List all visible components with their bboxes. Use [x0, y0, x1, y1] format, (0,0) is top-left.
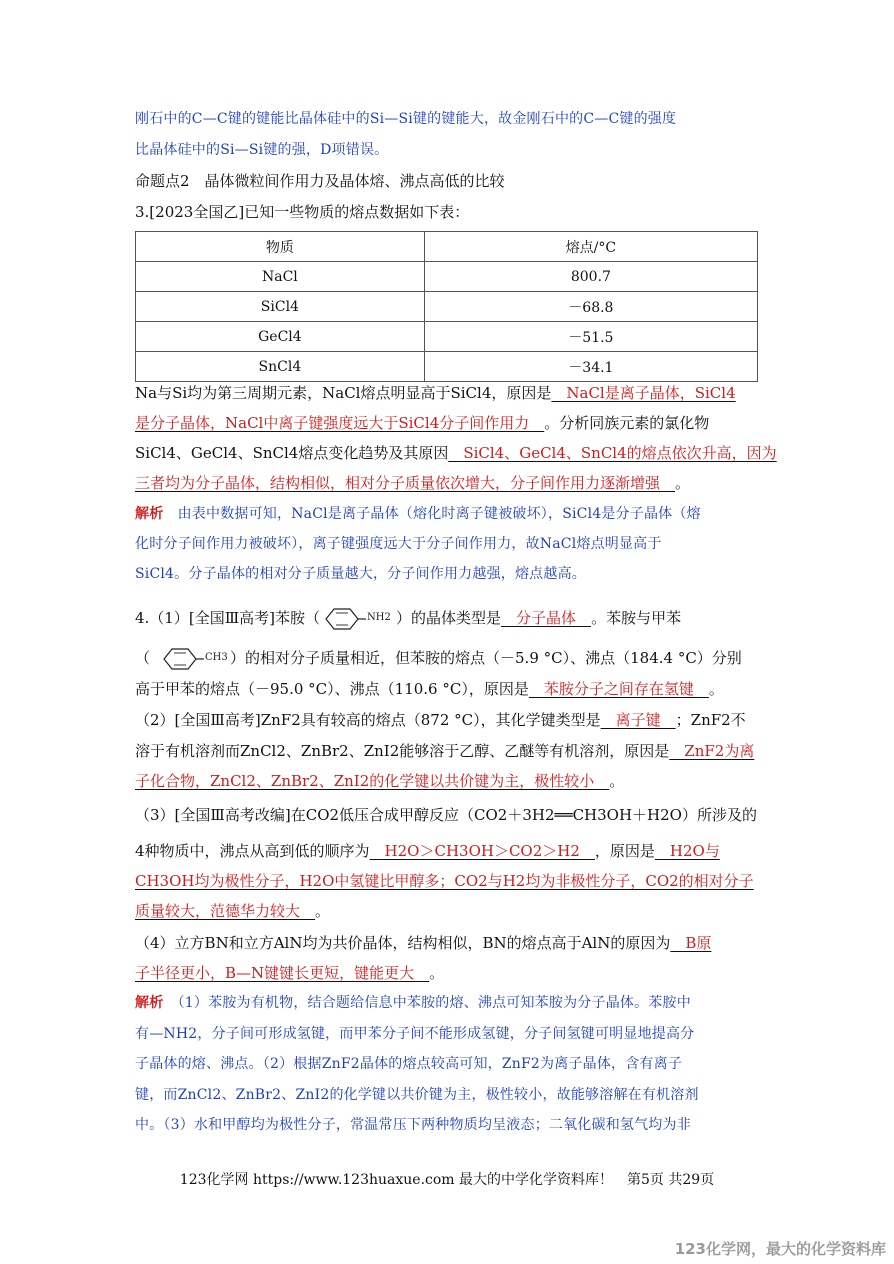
- q3-explanation-line-3: SiCl4。分子晶体的相对分子质量越大，分子间作用力越强，熔点越高。: [135, 566, 586, 582]
- site-watermark: 123化学网，最大的化学资料库: [674, 1240, 886, 1258]
- q4-text: 。: [609, 772, 625, 790]
- q4-text: ）的晶体类型是: [396, 609, 502, 627]
- q4-explanation-line-3: 子晶体的熔、沸点。（2）根据ZnF2晶体的熔点较高可知，ZnF2为离子晶体，含有离子: [135, 1056, 683, 1072]
- q4-text: ，原因是: [594, 842, 655, 860]
- table-header-cell: 熔点/°C: [424, 232, 757, 262]
- q4-text: 。: [315, 902, 331, 920]
- page-footer: 123化学网 https://www.123huaxue.com 最大的中学化学资料库！ 第5页 共29页: [179, 1172, 715, 1188]
- q4-answer: ZnF2为离: [669, 742, 755, 760]
- q4-line-4: [135, 710, 746, 730]
- table-cell: SiCl4: [136, 292, 425, 322]
- explanation-label: 解析: [135, 506, 164, 522]
- explanation-label: 解析: [135, 995, 164, 1011]
- q4-answer: H2O与: [654, 842, 720, 860]
- table-row: [136, 262, 758, 292]
- prev-explanation-line-1: 刚石中的C—C键的键能比晶体硅中的Si—Si键的键能大，故金刚石中的C—C键的强度: [135, 111, 677, 127]
- q4-answer: H2O＞CH3OH＞CO2＞H2: [369, 842, 595, 860]
- q3-line-3: [135, 443, 777, 463]
- q4-answer: 质量较大，范德华力较大: [135, 902, 316, 920]
- q4-line-3: [135, 679, 724, 699]
- q3-answer: NaCl是离子晶体，SiCl4: [551, 384, 736, 402]
- q3-explanation-line-1: [135, 504, 701, 524]
- q4-text: 。苯胺与甲苯: [591, 609, 682, 627]
- table-header-row: [136, 232, 758, 262]
- q4-text: 4.（1）[全国Ⅲ高考]苯胺（: [135, 609, 321, 627]
- q4-answer: 子化合物，ZnCl2、ZnBr2、ZnI2的化学键以共价键为主，极性较小: [135, 772, 610, 790]
- q3-explanation-line-2: 化时分子间作用力被破坏），离子键强度远大于分子间作用力，故NaCl熔点明显高于: [135, 536, 662, 552]
- q4-text: ）的相对分子质量相近，但苯胺的熔点（－5.9 °C）、沸点（184.4 °C）分别: [230, 649, 742, 667]
- q4-line-11: [135, 933, 711, 953]
- q4-answer: CH3OH均为极性分子，H2O中氢键比甲醇多；CO2与H2均为非极性分子，CO2的相对分子: [135, 872, 754, 890]
- q4-explanation-line-4: 键，而ZnCl2、ZnBr2、ZnI2的化学键以共价键为主，极性较小，故能够溶解在有机溶剂: [135, 1087, 699, 1103]
- q4-answer: 子半径更小，B—N键键长更短，键能更大: [135, 964, 430, 982]
- q3-answer: 是分子晶体，NaCl中离子键强度远大于SiCl4分子间作用力: [135, 414, 545, 432]
- q4-text: （4）立方BN和立方AlN均为共价晶体，结构相似，BN的熔点高于AlN的原因为: [135, 934, 671, 952]
- q4-answer: 分子晶体: [501, 609, 592, 627]
- table-cell: －34.1: [424, 352, 757, 382]
- nh2-label: NH2: [367, 612, 391, 623]
- q4-line-10: [135, 901, 330, 921]
- q4-text: ；ZnF2不: [675, 711, 746, 729]
- q4-answer: B原: [670, 934, 712, 952]
- q4-line-12: [135, 963, 444, 983]
- q3-line-2: [135, 413, 709, 433]
- q4-text: 高于甲苯的熔点（－95.0 °C）、沸点（110.6 °C），原因是: [135, 680, 529, 698]
- table-cell: －51.5: [424, 322, 757, 352]
- q4-text: 。: [708, 680, 724, 698]
- table-header-cell: 物质: [136, 232, 425, 262]
- q3-line-4: [135, 473, 690, 493]
- q4-text: 。: [429, 964, 445, 982]
- q4-text: 溶于有机溶剂而ZnCl2、ZnBr2、ZnI2能够溶于乙醇、乙醚等有机溶剂，原因是: [135, 742, 670, 760]
- q4-line-8: [135, 841, 720, 861]
- q4-line-2: （ CH3 ）的相对分子质量相近，但苯胺的熔点（－5.9 °C）、沸点（184.4 °C）分别: [135, 646, 742, 672]
- table-cell: －68.8: [424, 292, 757, 322]
- q3-answer: SiCl4、GeCl4、SnCl4的熔点依次升高，因为: [448, 444, 777, 462]
- prev-explanation-line-2: 比晶体硅中的Si—Si键的强，D项错误。: [135, 142, 389, 158]
- section-heading: 命题点2 晶体微粒间作用力及晶体熔、沸点高低的比较: [135, 172, 505, 190]
- q3-answer: 三者均为分子晶体，结构相似，相对分子质量依次增大，分子间作用力逐渐增强: [135, 474, 676, 492]
- table-cell: SnCl4: [136, 352, 425, 382]
- q4-explanation-line-5: 中。（3）水和甲醇均为极性分子，常温常压下两种物质均呈液态；二氧化碳和氢气均为非: [135, 1117, 691, 1133]
- q4-explanation-line-2: 有—NH2，分子间可形成氢键，而甲苯分子间不能形成氢键，分子间氢键可明显地提高分: [135, 1026, 695, 1042]
- table-row: [136, 292, 758, 322]
- table-row: [136, 322, 758, 352]
- q4-line-9: [135, 871, 754, 891]
- q4-line-1: [135, 606, 681, 632]
- q3-text: 。: [675, 474, 691, 492]
- table-cell: NaCl: [136, 262, 425, 292]
- toluene-structure-icon: [150, 646, 230, 672]
- explanation-text: （1）苯胺为有机物，结合题给信息中苯胺的熔、沸点可知苯胺为分子晶体。苯胺中: [163, 995, 691, 1011]
- table-row: [136, 352, 758, 382]
- q3-text: SiCl4、GeCl4、SnCl4熔点变化趋势及其原因: [135, 444, 449, 462]
- q4-line-5: [135, 741, 754, 761]
- table-cell: GeCl4: [136, 322, 425, 352]
- q4-line-7: （3）[全国Ⅲ高考改编]在CO2低压合成甲醇反应（CO2＋3H2══CH3OH＋H2O）所涉及的: [135, 806, 757, 824]
- q3-line-1: [135, 383, 736, 403]
- ch3-label: CH3: [205, 652, 228, 663]
- q3-text: Na与Si均为第三周期元素，NaCl熔点明显高于SiCl4，原因是: [135, 384, 552, 402]
- table-cell: 800.7: [424, 262, 757, 292]
- aniline-structure-icon: [320, 606, 396, 632]
- q4-answer: 离子键: [600, 711, 676, 729]
- q4-text: （2）[全国Ⅲ高考]ZnF2具有较高的熔点（872 °C），其化学键类型是: [135, 711, 601, 729]
- q4-text: 4种物质中，沸点从高到低的顺序为: [135, 842, 370, 860]
- explanation-text: 由表中数据可知，NaCl是离子晶体（熔化时离子键被破坏），SiCl4是分子晶体（熔: [163, 506, 701, 522]
- melting-point-table: [135, 231, 758, 382]
- q4-answer: 苯胺分子之间存在氢键: [528, 680, 709, 698]
- q4-line-6: [135, 771, 624, 791]
- q3-text: 。分析同族元素的氯化物: [544, 414, 710, 432]
- q4-explanation-line-1: [135, 993, 691, 1013]
- q3-stem: 3.[2023全国乙]已知一些物质的熔点数据如下表：: [135, 203, 470, 221]
